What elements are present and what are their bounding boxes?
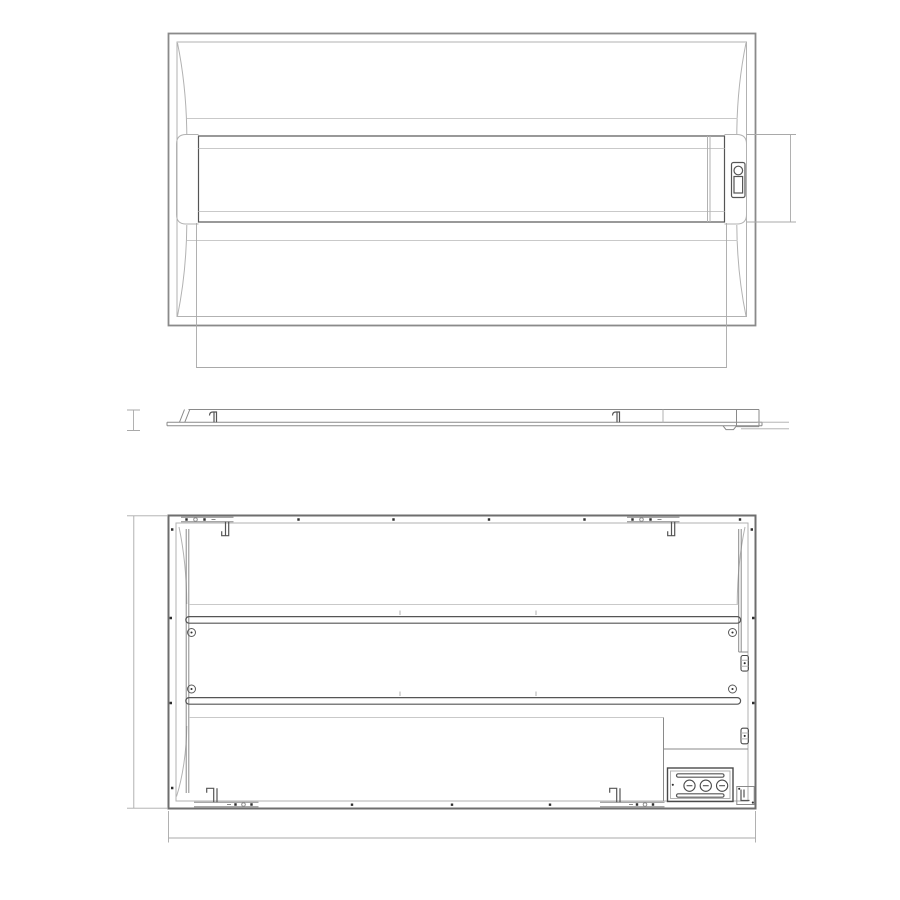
back-inner-frame	[176, 523, 748, 801]
frame-screw-dots	[171, 520, 753, 805]
mounting-brackets-top	[181, 517, 680, 535]
side-view	[102, 409, 808, 434]
panel-screws	[188, 629, 737, 694]
hanger-clips-top	[222, 522, 675, 536]
reflector-curves	[178, 43, 747, 316]
back-outline	[169, 516, 756, 809]
sensor	[732, 163, 746, 198]
housing-profile	[180, 410, 760, 423]
back-fold-lines	[189, 605, 739, 718]
housing-outline	[169, 34, 756, 326]
dimension-1-3-4	[102, 409, 140, 430]
bracket-plates	[194, 802, 665, 806]
bracket-hole-icon	[194, 518, 198, 522]
mounting-brackets-bottom	[194, 788, 665, 806]
sensor-lens	[734, 166, 743, 175]
support-rail-top	[186, 617, 741, 624]
dim-4734-label: 47 $^3_{/4}$"	[445, 849, 479, 866]
front-view	[169, 34, 810, 393]
wiring-slot-top	[677, 774, 725, 777]
dim-7-label: 7"	[798, 171, 810, 186]
wiring-slot-bottom	[677, 794, 725, 797]
dim-4734-lines	[169, 811, 756, 843]
dim-2334-lines	[127, 516, 168, 809]
mounting-clips-profile	[210, 412, 620, 422]
driver-notch	[664, 718, 749, 802]
back-corner-curves	[177, 527, 746, 797]
dim-42-label: 42 $^{11}_{/16}$"	[439, 376, 484, 393]
bracket-plates	[181, 517, 680, 521]
corner-bracket	[737, 787, 754, 805]
dimension-23-3-4	[95, 516, 168, 809]
screw-centers	[192, 633, 733, 690]
bracket-hole-icon	[640, 518, 644, 522]
dim-42-lines	[197, 223, 727, 368]
basket-end-caps	[177, 135, 747, 225]
sensor-switch	[734, 177, 743, 194]
door-frame-inner	[177, 42, 747, 317]
dimension-47-3-4	[169, 811, 756, 865]
dim-2334-label: 23 $^3_{/4}$"	[95, 658, 129, 675]
basket-lens-lines	[199, 149, 725, 212]
dim-134-label: 1 $^3_{/4}$"	[102, 409, 129, 426]
bracket-hole-icon	[643, 803, 647, 807]
end-plate-profile	[737, 410, 760, 427]
flange-profile	[167, 422, 762, 426]
latch-bump-profile	[723, 426, 737, 430]
bracket-hole-icon	[242, 803, 246, 807]
side-latches	[741, 656, 748, 744]
dimension-42-11-16	[197, 223, 727, 393]
dim-7-lines	[747, 135, 797, 223]
junction-box	[668, 768, 734, 802]
dim-38-label: $^3_{/8}$"	[790, 417, 808, 434]
back-view	[95, 516, 755, 866]
support-rail-bottom	[186, 698, 741, 705]
hanger-clips-bottom	[207, 788, 620, 802]
dim-134-lines	[127, 410, 140, 431]
